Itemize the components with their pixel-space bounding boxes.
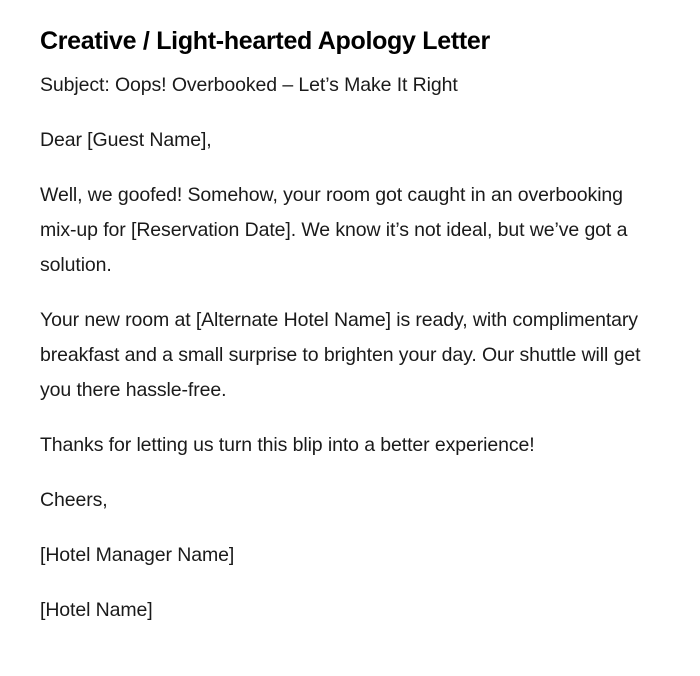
letter-greeting: Dear [Guest Name], xyxy=(40,129,212,151)
letter-closing: Cheers, xyxy=(40,489,108,511)
document-title: Creative / Light-hearted Apology Letter xyxy=(40,27,490,55)
signature-name: [Hotel Manager Name] xyxy=(40,544,235,566)
letter-paragraph-1: Well, we goofed! Somehow, your room got caught in an overbooking mix-up for [Reservation Date]. We know it’s not ideal, but we’ve got a solution. xyxy=(40,184,628,276)
letter-paragraph-3: Thanks for letting us turn this blip into a better experience! xyxy=(40,434,535,456)
signature-hotel: [Hotel Name] xyxy=(40,599,153,621)
letter-subject: Subject: Oops! Overbooked – Let’s Make It Right xyxy=(40,74,458,96)
letter-paragraph-2: Your new room at [Alternate Hotel Name] is ready, with complimentary breakfast and a small surprise to brighten your day. Our shuttle will get you there hassle-free. xyxy=(40,309,641,401)
